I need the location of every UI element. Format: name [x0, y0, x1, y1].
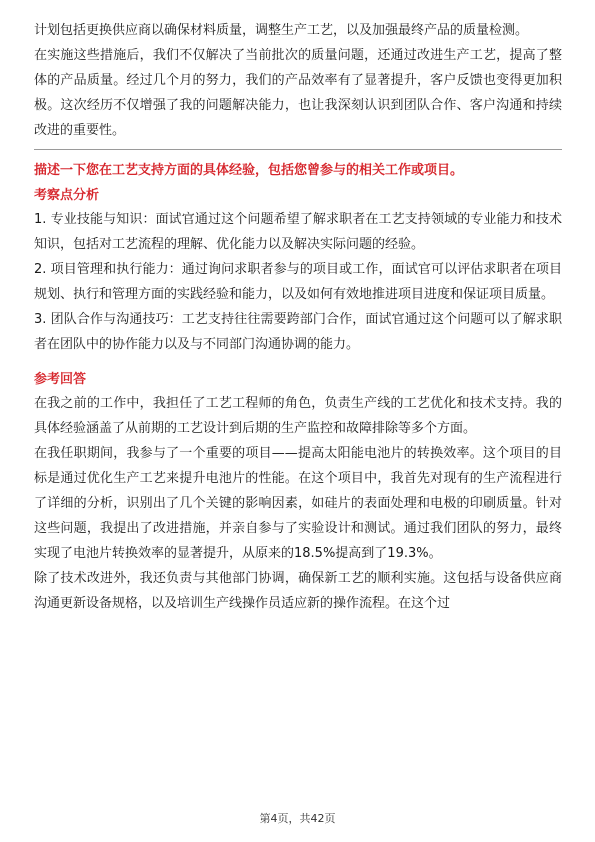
- page-number: 第4页，共42页: [259, 812, 336, 825]
- question-heading: 描述一下您在工艺支持方面的具体经验，包括您曾参与的相关工作或项目。: [34, 163, 464, 178]
- body-paragraph: 在实施这些措施后，我们不仅解决了当前批次的质量问题，还通过改进生产工艺，提高了整体的产品质量。经过几个月的努力，我们的产品效率有了显著提升，客户反馈也变得更加积极。这次经历不仅增强了我的问题解决能力，也让我深刻认识到团队合作、客户沟通和持续改进的重要性。: [34, 48, 562, 138]
- analysis-item: 1. 专业技能与知识：面试官通过这个问题希望了解求职者在工艺支持领域的专业能力和技术知识，包括对工艺流程的理解、优化能力以及解决实际问题的经验。: [34, 212, 562, 252]
- body-paragraph: 计划包括更换供应商以确保材料质量，调整生产工艺，以及加强最终产品的质量检测。: [34, 23, 529, 38]
- answer-paragraph: 在我之前的工作中，我担任了工艺工程师的角色，负责生产线的工艺优化和技术支持。我的具体经验涵盖了从前期的工艺设计到后期的生产监控和故障排除等多个方面。: [34, 396, 562, 436]
- answer-paragraph: 在我任职期间，我参与了一个重要的项目——提高太阳能电池片的转换效率。这个项目的目标是通过优化生产工艺来提升电池片的性能。在这个项目中，我首先对现有的生产流程进行了详细的分析，识别出了几个关键的影响因素，如硅片的表面处理和电极的印刷质量。针对这些问题，我提出了改进措施，并亲自参与了实验设计和测试。通过我们团队的努力，最终实现了电池片转换效率的显著提升，从原来的18.5%提高到了19.3%。: [34, 446, 562, 561]
- section-divider: [34, 149, 562, 150]
- analysis-title: 考察点分析: [34, 188, 100, 203]
- analysis-item: 2. 项目管理和执行能力：通过询问求职者参与的项目或工作，面试官可以评估求职者在项目规划、执行和管理方面的实践经验和能力，以及如何有效地推进项目进度和保证项目质量。: [34, 262, 562, 302]
- answer-title: 参考回答: [34, 372, 87, 387]
- answer-paragraph: 除了技术改进外，我还负责与其他部门协调，确保新工艺的顺利实施。这包括与设备供应商沟通更新设备规格，以及培训生产线操作员适应新的操作流程。在这个过: [34, 571, 562, 611]
- document-page: [34, 18, 562, 616]
- analysis-item: 3. 团队合作与沟通技巧：工艺支持往往需要跨部门合作，面试官通过这个问题可以了解求职者在团队中的协作能力以及与不同部门沟通协调的能力。: [34, 312, 562, 352]
